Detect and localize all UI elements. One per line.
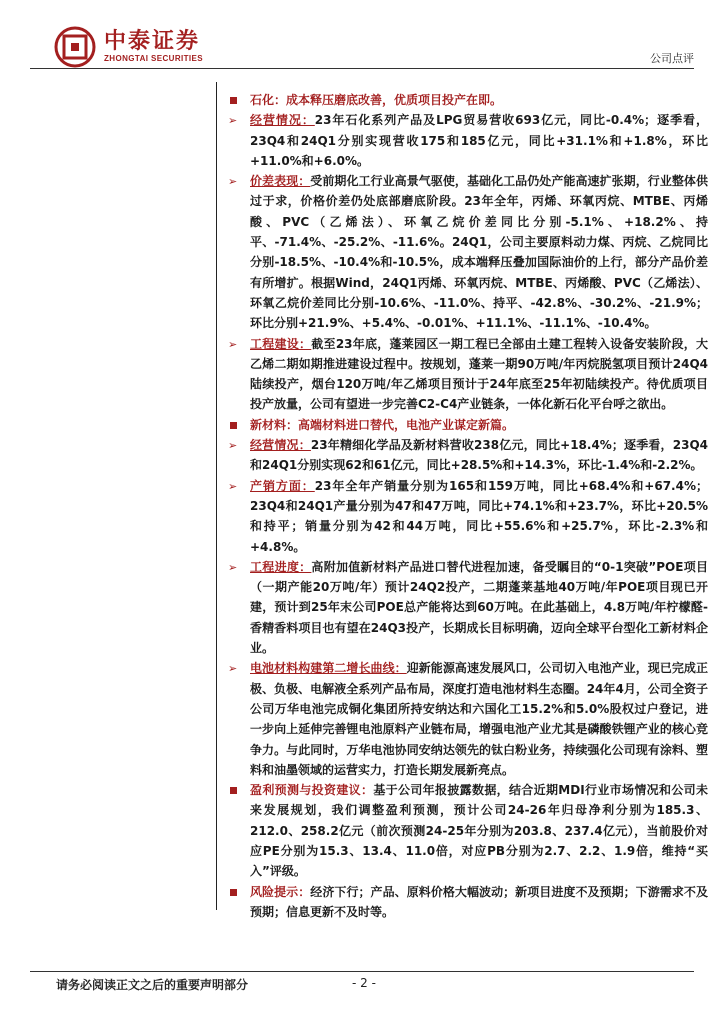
paragraph-lead: 价差表现：	[250, 174, 311, 189]
section-heading-paragraph	[228, 780, 708, 881]
section-heading-paragraph	[228, 415, 708, 435]
paragraph-lead: 风险提示：	[250, 884, 311, 899]
square-bullet-icon	[228, 415, 244, 435]
bullet-paragraph	[228, 110, 708, 171]
bullet-paragraph	[228, 435, 708, 476]
brand-name-cn: 中泰证券	[104, 29, 201, 54]
document-type: 公司点评	[650, 52, 694, 65]
square-bullet-icon	[228, 90, 244, 110]
bullet-paragraph	[228, 476, 708, 557]
arrow-bullet-icon: ➢	[228, 175, 238, 189]
square-bullet-icon	[228, 780, 244, 800]
arrow-bullet-icon: ➢	[228, 337, 238, 351]
arrow-bullet-icon: ➢	[228, 662, 238, 676]
margin-divider	[216, 82, 217, 910]
paragraph-lead: 经营情况：	[250, 438, 311, 453]
paragraph-lead: 盈利预测与投资建议：	[250, 783, 374, 798]
paragraph-text: 经济下行；产品、原料价格大幅波动；新项目进度不及预期；下游需求不及预期；信息更新不及时等。	[250, 884, 708, 919]
paragraph-text: 迎新能源高速发展风口，公司切入电池产业，现已完成正极、负极、电解液全系列产品布局，深度打造电池材料生态圈。24年4月，公司全资子公司万华电池完成铜化集团所持安纳达和六国化工15.2%和5.0%股权过户登记，进一步向上延伸完善锂电池原料产业链布局，增强电池产业尤其是磷酸铁锂产业的核心竞争力。与此同时，万华电池协同安纳达领先的钛白粉业务，持续强化公司现有涂料、塑料和油墨领域的运营实力，打造长期发展新亮点。	[250, 661, 708, 777]
square-bullet-icon	[228, 882, 244, 902]
paragraph-text: 基于公司年报披露数据，结合近期MDI行业市场情况和公司未来发展规划，我们调整盈利预测，预计公司24-26年归母净利分别为185.3、212.0、258.2亿元（前次预测24-25年分别为203.8、237.4亿元），当前股价对应PE分别为15.3、13.4、11.0倍，对应PB分别为2.7、2.2、1.9倍，维持“买入”评级。	[250, 783, 708, 879]
paragraph-text: 23年精细化学品及新材料营收238亿元，同比+18.4%；逐季看，23Q4和24Q1分别实现62和61亿元，同比+28.5%和+14.3%，环比-1.4%和-2.2%。	[250, 438, 708, 473]
brand-name-en: ZHONGTAI SECURITIES	[104, 54, 204, 63]
paragraph-text: 23年石化系列产品及LPG贸易营收693亿元，同比-0.4%；逐季看，23Q4和24Q1分别实现营收175和185亿元，同比+31.1%和+1.8%，环比+11.0%和+6.0%。	[250, 113, 708, 168]
footer-divider	[30, 971, 694, 972]
paragraph-lead: 工程建设：	[250, 336, 312, 351]
arrow-bullet-icon: ➢	[228, 439, 238, 453]
arrow-bullet-icon: ➢	[228, 114, 238, 128]
footer-disclaimer: 请务必阅读正文之后的重要声明部分	[56, 978, 249, 992]
paragraph-lead: 电池材料构建第二增长曲线：	[250, 661, 407, 676]
section-heading-paragraph	[228, 90, 708, 110]
bullet-paragraph	[228, 658, 708, 780]
paragraph-text: 截至23年底，蓬莱园区一期工程已全部由土建工程转入设备安装阶段，大乙烯二期如期推进建设过程中。按规划，蓬莱一期90万吨/年丙烷脱氢项目预计24Q4陆续投产，烟台120万吨/年乙烯项目预计于24年底至25年初陆续投产。待优质项目投产放量，公司有望进一步完善C2-C4产业链条，一体化新石化平台呼之欲出。	[250, 336, 708, 412]
report-body	[228, 90, 708, 922]
paragraph-lead: 产销方面：	[250, 478, 315, 493]
paragraph-lead: 新材料：高端材料进口替代，电池产业谋定新篇。	[250, 417, 515, 432]
paragraph-text: 23年全年产销量分别为165和159万吨，同比+68.4%和+67.4%；23Q4和24Q1产量分别为47和47万吨，同比+74.1%和+23.7%，环比+20.5%和持平；销量分别为42和44万吨，同比+55.6%和+25.7%，环比-2.3%和+4.8%。	[250, 478, 708, 554]
bullet-paragraph	[228, 557, 708, 658]
page-number: - 2 -	[352, 976, 376, 990]
arrow-bullet-icon: ➢	[228, 560, 238, 574]
brand-logo	[54, 26, 203, 68]
paragraph-text: 高附加值新材料产品进口替代进程加速，备受瞩目的“0-1突破”POE项目（一期产能20万吨/年）预计24Q2投产，二期蓬莱基地40万吨/年POE项目现已开建，预计到25年末公司POE总产能将达到60万吨。在此基础上，4.8万吨/年柠檬醛-香精香料项目也有望在24Q3投产，长期成长目标明确，迈向全球平台型化工新材料企业。	[250, 559, 708, 656]
bullet-paragraph	[228, 334, 708, 415]
paragraph-text: 受前期化工行业高景气驱使，基础化工品仍处产能高速扩张期，行业整体供过于求，价格价差仍处底部磨底阶段。23年全年，丙烯、环氧丙烷、MTBE、丙烯酸、PVC（乙烯法）、环氧乙烷价差同比分别-5.1%、+18.2%、持平、-71.4%、-25.2%、-11.6%。24Q1，公司主要原料动力煤、丙烷、乙烷同比分别-18.5%、-10.4%和-10.5%，成本端释压叠加国际油价的上行，部分产品价差有所增扩。根据Wind，24Q1丙烯、环氧丙烷、MTBE、丙烯酸、PVC（乙烯法）、环氧乙烷价差同比分别-10.6%、-11.0%、持平、-42.8%、-30.2%、-21.9%；环比分别+21.9%、+5.4%、-0.01%、+11.1%、-11.1%、-10.4%。	[250, 174, 708, 331]
zhongtai-logo-icon	[54, 26, 96, 68]
arrow-bullet-icon: ➢	[228, 479, 238, 493]
header-divider	[30, 68, 694, 69]
bullet-paragraph	[228, 171, 708, 333]
paragraph-lead: 经营情况：	[250, 113, 315, 128]
section-heading-paragraph	[228, 882, 708, 923]
paragraph-lead: 工程进度：	[250, 559, 312, 574]
paragraph-lead: 石化：成本释压磨底改善，优质项目投产在即。	[250, 93, 503, 107]
page-header	[0, 0, 724, 80]
